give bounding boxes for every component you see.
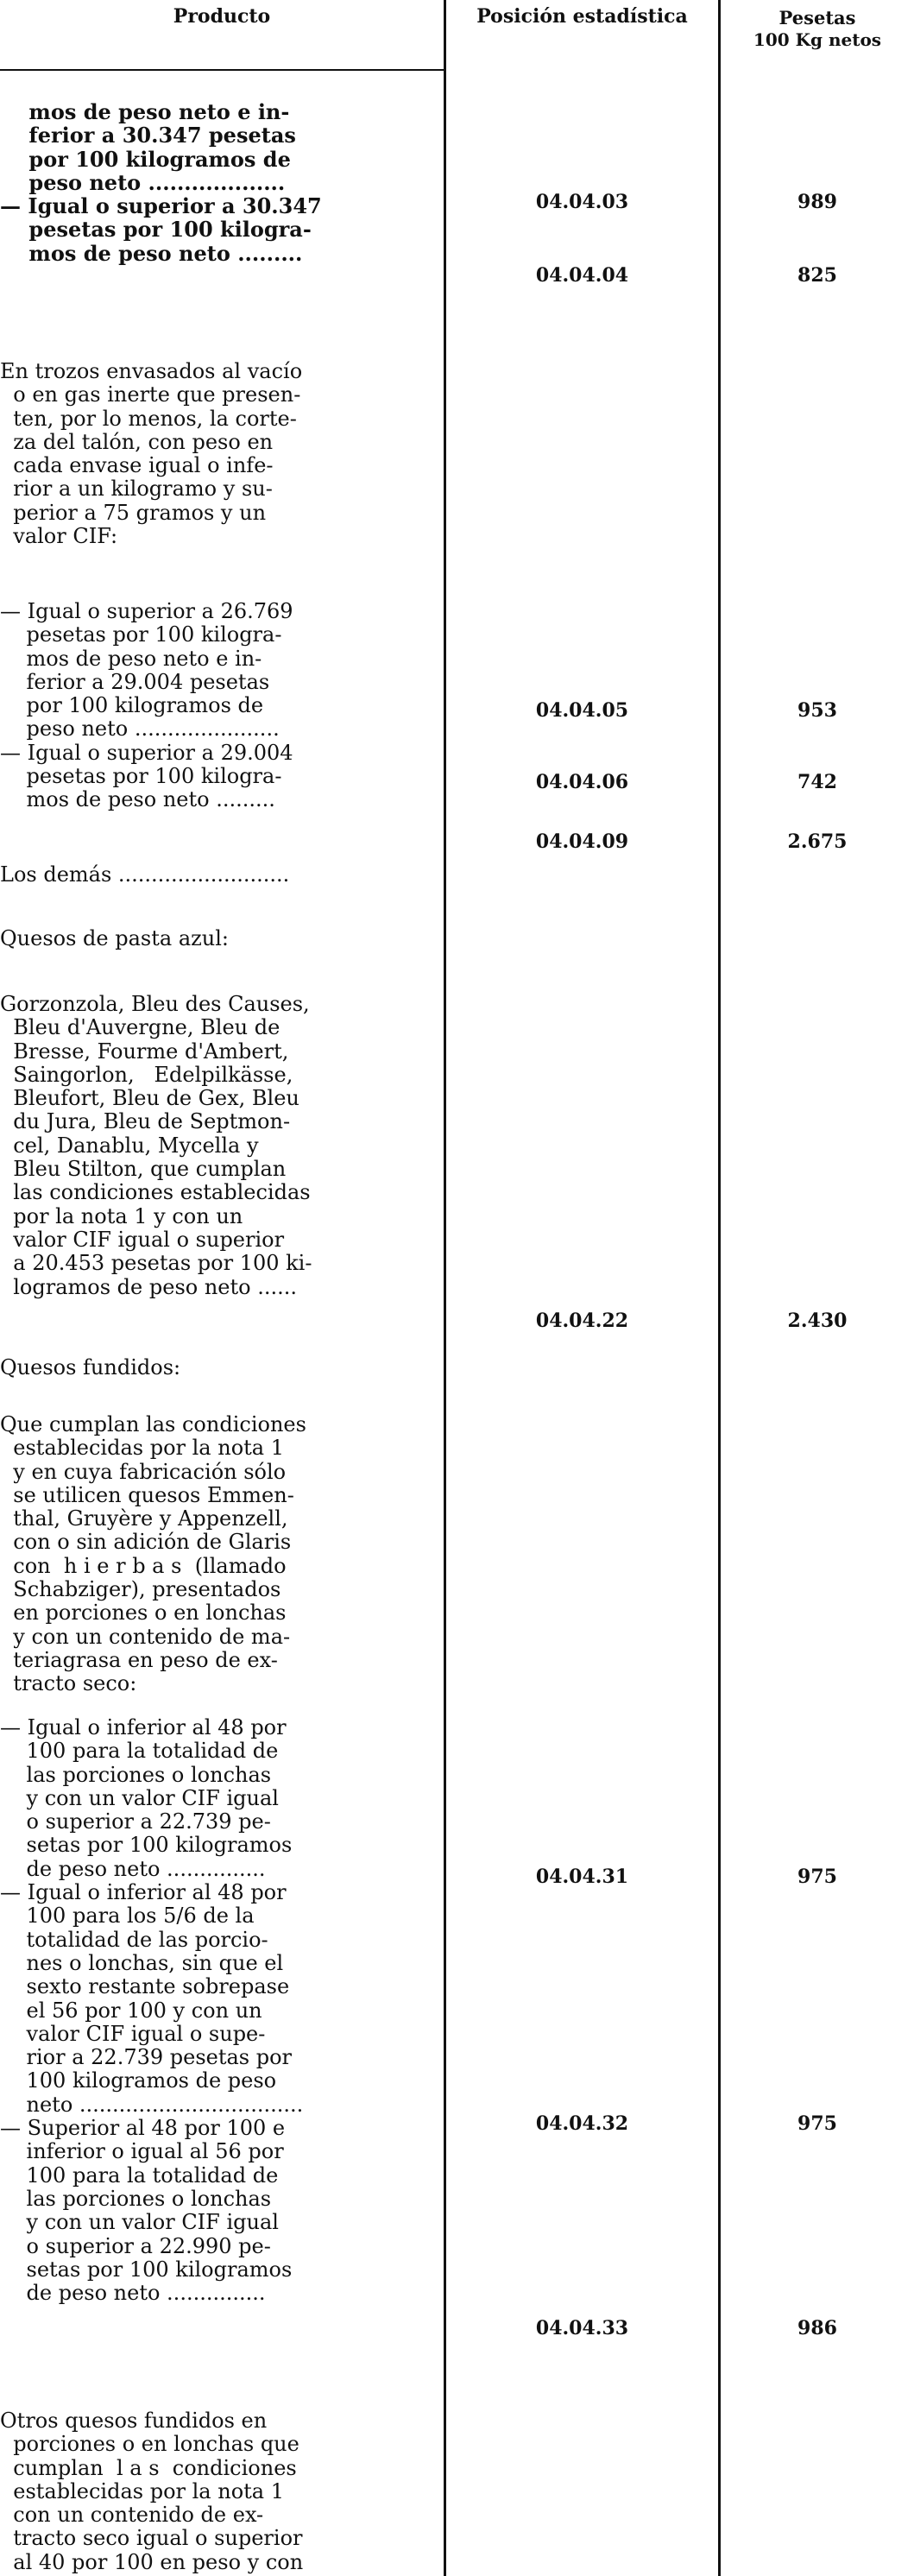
product-block-1: mos de peso neto e in- ferior a 30.347 pesetas por 100 kilogramos de peso neto ................... — Igual o superior a 30.347 pesetas por 100 kilogra- mos de peso neto .........: [0, 99, 322, 266]
header-unidad: 100 Kg netos: [753, 29, 882, 50]
row-7-pesetas: 975: [797, 1866, 837, 1888]
header-rule: [0, 69, 444, 71]
row-4-codigo: 04.04.06: [535, 771, 629, 793]
row-4-pesetas: 742: [797, 771, 837, 793]
product-block-8: Que cumplan las condiciones establecidas por la nota 1 y en cuya fabricación sólo se utilicen quesos Emmen- thal, Gruyère y Appenzell, con o sin adición de Glaris con h i e r b a s (llamado Schabziger), presentados en porciones o en lonchas y con un contenido de ma- teriagrasa en peso de ex- tracto seco:: [0, 1412, 306, 1696]
product-block-3: — Igual o superior a 26.769 pesetas por 100 kilogra- mos de peso neto e in- ferior a 29.004 pesetas por 100 kilogramos de peso neto ...................... — Igual o superior a 29.004 pesetas por 100 kilogra- mos de peso neto .........: [0, 599, 293, 812]
product-block-5: Quesos de pasta azul:: [0, 926, 229, 950]
header-posicion: Posición estadística: [476, 5, 688, 28]
header-pesetas: Pesetas: [778, 7, 856, 28]
column-divider-left: [444, 0, 446, 2576]
row-1-pesetas: 989: [797, 191, 837, 213]
row-3-pesetas: 953: [797, 699, 837, 722]
product-block-4: Los demás ..........................: [0, 862, 290, 887]
row-2-pesetas: 825: [797, 264, 837, 287]
product-block-10: Otros quesos fundidos en porciones o en lonchas que cumplan l a s condiciones establecidas por la nota 1 con un contenido de ex- tracto seco igual o superior al 40 por 100 en peso y con: [0, 2409, 304, 2574]
row-1-codigo: 04.04.03: [535, 191, 629, 213]
row-9-pesetas: 986: [797, 2317, 837, 2339]
header-producto: Producto: [173, 5, 271, 28]
product-block-9: — Igual o inferior al 48 por 100 para la totalidad de las porciones o lonchas y con un valor CIF igual o superior a 22.739 pe- setas por 100 kilogramos de peso neto ............... — Igual o inferior al 48 por 100 para los 5/6 de la totalidad de las porcio- nes o lonchas, sin que el sexto restante sobrepase el 56 por 100 y con un valor CIF igual o supe- rior a 22.739 pesetas por 100 kilogramos de peso neto .................................. — Superior al 48 por 100 e inferior o igual al 56 por 100 para la totalidad de las porciones o lonchas y con un valor CIF igual o superior a 22.990 pe- setas por 100 kilogramos de peso neto ...............: [0, 1715, 304, 2306]
row-3-codigo: 04.04.05: [535, 699, 629, 722]
row-8-codigo: 04.04.32: [535, 2112, 629, 2135]
row-7-codigo: 04.04.31: [535, 1866, 629, 1888]
product-block-6: Gorzonzola, Bleu des Causes, Bleu d'Auvergne, Bleu de Bresse, Fourme d'Ambert, Saingorlon, Edelpilkässe, Bleufort, Bleu de Gex, Bleu du Jura, Bleu de Septmon- cel, Danablu, Mycella y Bleu Stilton, que cumplan las condiciones establecidas por la nota 1 y con un valor CIF igual o superior a 20.453 pesetas por 100 ki- logramos de peso neto ......: [0, 992, 312, 1299]
product-block-7: Quesos fundidos:: [0, 1355, 181, 1380]
row-5-codigo: 04.04.09: [535, 830, 629, 853]
product-block-2: En trozos envasados al vacío o en gas inerte que presen- ten, por lo menos, la corte- za del talón, con peso en cada envase igual o infe- rior a un kilogramo y su- perior a 75 gramos y un valor CIF:: [0, 359, 303, 549]
row-2-codigo: 04.04.04: [535, 264, 629, 287]
row-5-pesetas: 2.675: [787, 830, 848, 853]
row-6-pesetas: 2.430: [787, 1310, 848, 1332]
column-divider-right: [718, 0, 721, 2576]
row-8-pesetas: 975: [797, 2112, 837, 2135]
row-9-codigo: 04.04.33: [535, 2317, 629, 2339]
row-6-codigo: 04.04.22: [535, 1310, 629, 1332]
